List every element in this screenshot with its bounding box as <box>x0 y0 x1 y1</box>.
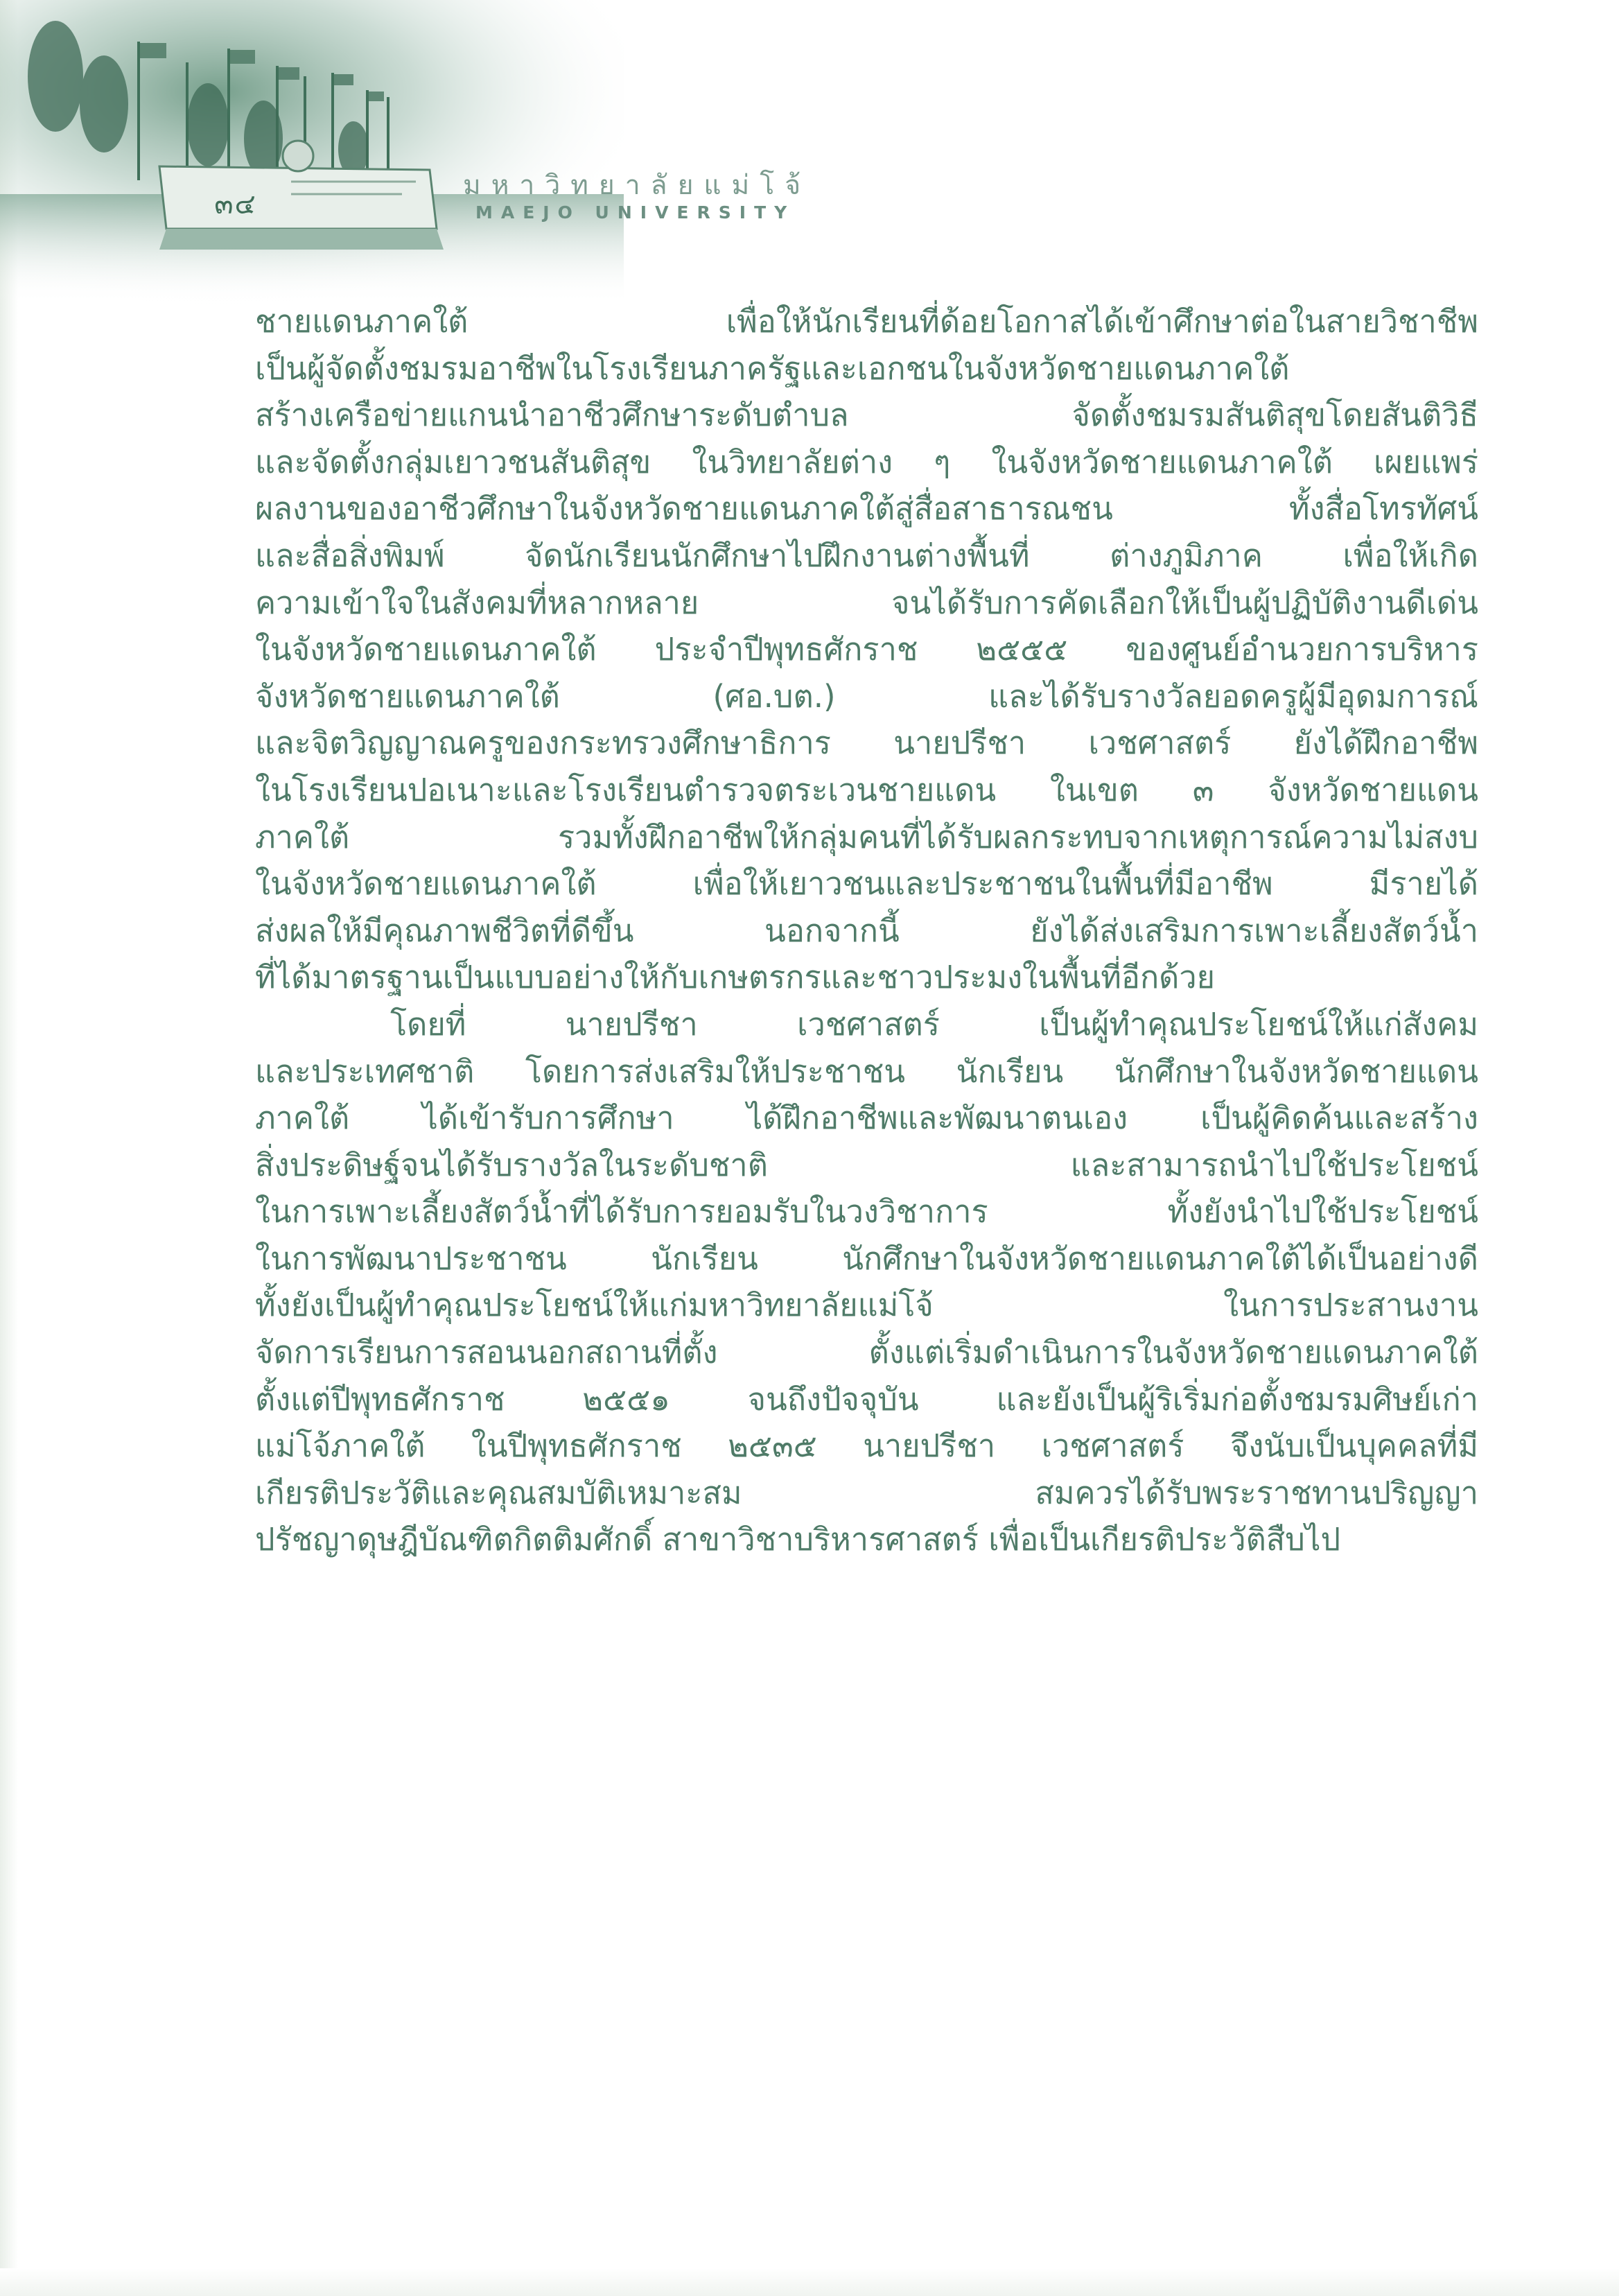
text-line: ทั้งยังเป็นผู้ทำคุณประโยชน์ให้แก่มหาวิทยาลัยแม่โจ้ ในการประสานงาน <box>255 1287 1478 1324</box>
text-line: ส่งผลให้มีคุณภาพชีวิตที่ดีขึ้น นอกจากนี้ ยังได้ส่งเสริมการเพาะเลี้ยงสัตว์น้ำ <box>255 912 1478 949</box>
text-line: เป็นผู้จัดตั้งชมรมอาชีพในโรงเรียนภาครัฐและเอกชนในจังหวัดชายแดนภาคใต้ <box>255 349 1290 387</box>
text-line: และประเทศชาติ โดยการส่งเสริมให้ประชาชน นักเรียน นักศึกษาในจังหวัดชายแดน <box>255 1052 1478 1090</box>
university-name-english: MAEJO UNIVERSITY <box>475 202 796 223</box>
text-line: ภาคใต้ ได้เข้ารับการศึกษา ได้ฝึกอาชีพและพัฒนาตนเอง เป็นผู้คิดค้นและสร้าง <box>255 1099 1478 1137</box>
header <box>0 0 866 305</box>
campus-monument-image <box>0 0 624 305</box>
document-body <box>255 298 1478 1563</box>
text-line: สร้างเครือข่ายแกนนำอาชีวศึกษาระดับตำบล จัดตั้งชมรมสันติสุขโดยสันติวิธี <box>255 397 1478 434</box>
text-line: ในโรงเรียนปอเนาะและโรงเรียนตำรวจตระเวนชายแดน ในเขต ๓ จังหวัดชายแดน <box>255 771 1478 808</box>
text-line: ปรัชญาดุษฎีบัณฑิตกิตติมศักดิ์ สาขาวิชาบริหารศาสตร์ เพื่อเป็นเกียรติประวัติสืบไป <box>255 1521 1341 1558</box>
text-line: ผลงานของอาชีวศึกษาในจังหวัดชายแดนภาคใต้สู่สื่อสาธารณชน ทั้งสื่อโทรทัศน์ <box>255 490 1478 528</box>
text-line: สิ่งประดิษฐ์จนได้รับรางวัลในระดับชาติ และสามารถนำไปใช้ประโยชน์ <box>255 1146 1478 1183</box>
text-line: และจัดตั้งกลุ่มเยาวชนสันติสุข ในวิทยาลัยต่าง ๆ ในจังหวัดชายแดนภาคใต้ เผยแพร่ <box>255 443 1478 480</box>
text-line: ในจังหวัดชายแดนภาคใต้ ประจำปีพุทธศักราช ๒๕๕๕ ของศูนย์อำนวยการบริหาร <box>255 631 1478 668</box>
text-line: และจิตวิญญาณครูของกระทรวงศึกษาธิการ นายปรีชา เวชศาสตร์ ยังได้ฝึกอาชีพ <box>255 724 1478 762</box>
university-name-thai: มหาวิทยาลัยแม่โจ้ <box>463 170 812 201</box>
paragraph <box>255 298 1478 1001</box>
text-line: ชายแดนภาคใต้ เพื่อให้นักเรียนที่ด้อยโอกาสได้เข้าศึกษาต่อในสายวิชาชีพ <box>255 303 1478 340</box>
page-bottom-shadow <box>0 2268 1619 2296</box>
text-line: ในจังหวัดชายแดนภาคใต้ เพื่อให้เยาวชนและประชาชนในพื้นที่มีอาชีพ มีรายได้ <box>255 865 1478 903</box>
text-line: ในการพัฒนาประชาชน นักเรียน นักศึกษาในจังหวัดชายแดนภาคใต้ได้เป็นอย่างดี <box>255 1240 1478 1277</box>
text-line: แม่โจ้ภาคใต้ ในปีพุทธศักราช ๒๕๓๕ นายปรีชา เวชศาสตร์ จึงนับเป็นบุคคลที่มี <box>255 1427 1478 1465</box>
text-line: ภาคใต้ รวมทั้งฝึกอาชีพให้กลุ่มคนที่ได้รับผลกระทบจากเหตุการณ์ความไม่สงบ <box>255 818 1478 855</box>
paragraph <box>255 1001 1478 1563</box>
text-line: จัดการเรียนการสอนนอกสถานที่ตั้ง ตั้งแต่เริ่มดำเนินการในจังหวัดชายแดนภาคใต้ <box>255 1334 1478 1371</box>
text-line: จังหวัดชายแดนภาคใต้ (ศอ.บต.) และได้รับรางวัลยอดครูผู้มีอุดมการณ์ <box>255 677 1478 715</box>
text-line: ที่ได้มาตรฐานเป็นแบบอย่างให้กับเกษตรกรและชาวประมงในพื้นที่อีกด้วย <box>255 959 1216 996</box>
text-line: ตั้งแต่ปีพุทธศักราช ๒๕๕๑ จนถึงปัจจุบัน และยังเป็นผู้ริเริ่มก่อตั้งชมรมศิษย์เก่า <box>255 1380 1478 1418</box>
page-edge-shadow <box>0 0 18 2296</box>
text-line: เกียรติประวัติและคุณสมบัติเหมาะสม สมควรได้รับพระราชทานปริญญา <box>255 1474 1478 1511</box>
page-number: ๓๔ <box>214 189 257 220</box>
text-line: ในการเพาะเลี้ยงสัตว์น้ำที่ได้รับการยอมรับในวงวิชาการ ทั้งยังนำไปใช้ประโยชน์ <box>255 1193 1478 1230</box>
text-line: และสื่อสิ่งพิมพ์ จัดนักเรียนนักศึกษาไปฝึกงานต่างพื้นที่ ต่างภูมิภาค เพื่อให้เกิด <box>255 537 1478 574</box>
text-line: ความเข้าใจในสังคมที่หลากหลาย จนได้รับการคัดเลือกให้เป็นผู้ปฏิบัติงานดีเด่น <box>255 584 1478 621</box>
text-line: โดยที่ นายปรีชา เวชศาสตร์ เป็นผู้ทำคุณประโยชน์ให้แก่สังคม <box>390 1005 1478 1043</box>
